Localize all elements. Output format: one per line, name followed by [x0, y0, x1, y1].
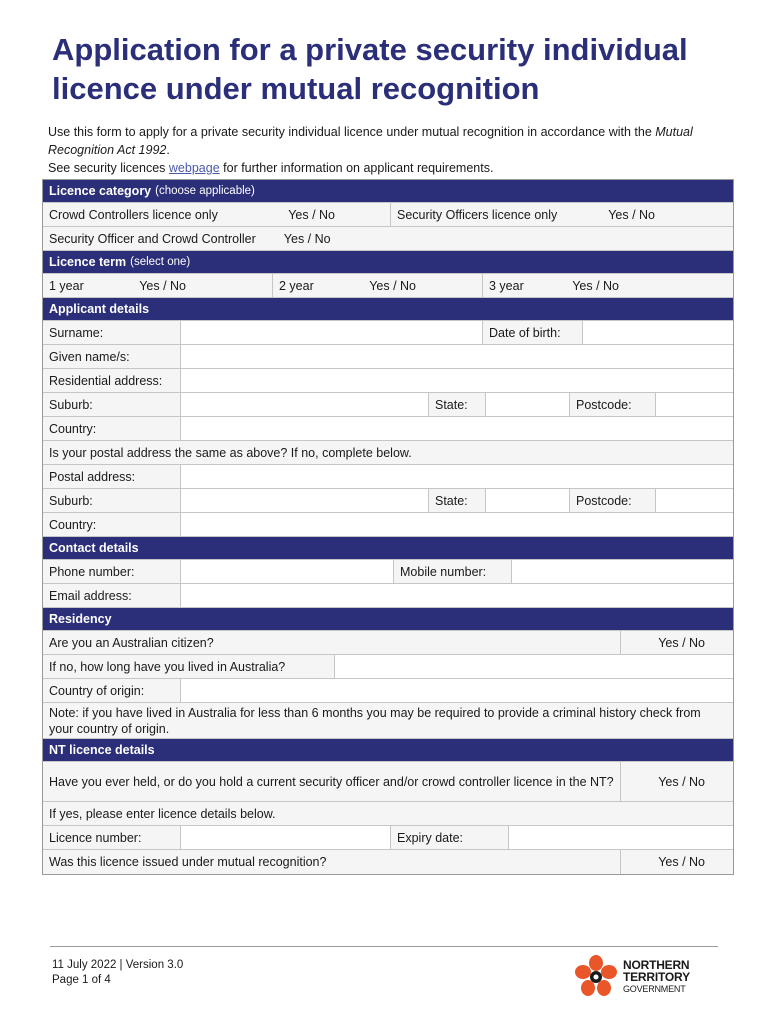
phone-field[interactable] — [181, 560, 394, 583]
section-contact-details — [43, 537, 733, 560]
mutual-row — [43, 850, 733, 874]
phone-row — [43, 560, 733, 584]
mobile-label: Mobile number: — [394, 560, 512, 583]
surname-field[interactable] — [181, 321, 483, 344]
citizen-question: Are you an Australian citizen? — [43, 631, 621, 654]
citizen-row — [43, 631, 733, 655]
residency-note-row — [43, 703, 733, 739]
mobile-field[interactable] — [512, 560, 733, 583]
postal-address-row — [43, 465, 733, 489]
application-form — [42, 179, 734, 875]
yes-no-choice[interactable]: Yes / No — [572, 278, 619, 293]
both-label: Security Officer and Crowd Controller — [49, 231, 256, 246]
term-label: 3 year — [489, 278, 524, 293]
phone-label: Phone number: — [43, 560, 181, 583]
section-title: Contact details — [49, 541, 139, 555]
section-subtitle: (select one) — [130, 256, 191, 268]
expiry-field[interactable] — [509, 826, 733, 849]
term-label: 1 year — [49, 278, 84, 293]
postal-postcode-label: Postcode: — [570, 489, 656, 512]
dob-field[interactable] — [583, 321, 733, 344]
postcode-label: Postcode: — [570, 393, 656, 416]
held-row — [43, 762, 733, 802]
section-title: Licence term — [49, 255, 127, 269]
crowd-controller-label: Crowd Controllers licence only — [49, 207, 218, 222]
origin-label: Country of origin: — [43, 679, 181, 702]
licence-number-field[interactable] — [181, 826, 391, 849]
yes-no-choice[interactable]: Yes / No — [139, 278, 186, 293]
footer-page: Page 1 of 4 — [52, 974, 111, 986]
held-yes-no[interactable]: Yes / No — [621, 762, 733, 801]
postcode-field[interactable] — [656, 393, 733, 416]
section-licence-term — [43, 251, 733, 274]
intro-line1: Use this form to apply for a private security individual licence under mutual recognition in accordance with the — [48, 125, 652, 139]
term-1-year[interactable] — [43, 274, 273, 297]
how-long-label: If no, how long have you lived in Australia? — [43, 655, 335, 678]
email-field[interactable] — [181, 584, 733, 607]
page-title: Application for a private security individual licence under mutual recognition — [52, 32, 688, 106]
section-title: Licence category — [49, 184, 152, 198]
yes-no-choice[interactable]: Yes / No — [369, 278, 416, 293]
mutual-question: Was this licence issued under mutual recognition? — [43, 850, 621, 874]
term-3-year[interactable] — [483, 274, 733, 297]
security-officer-option[interactable] — [391, 203, 733, 226]
section-title: Residency — [49, 612, 112, 626]
how-long-row — [43, 655, 733, 679]
logo-line3: GOVERNMENT — [623, 984, 686, 994]
intro-line2-prefix: See security licences — [48, 161, 166, 175]
term-2-year[interactable] — [273, 274, 483, 297]
email-label: Email address: — [43, 584, 181, 607]
yes-no-choice[interactable]: Yes / No — [288, 207, 335, 222]
postal-suburb-field[interactable] — [181, 489, 429, 512]
category-row-2 — [43, 227, 733, 251]
postal-address-field[interactable] — [181, 465, 733, 488]
both-option[interactable] — [43, 227, 733, 250]
postal-state-field[interactable] — [486, 489, 570, 512]
held-question: Have you ever held, or do you hold a current security officer and/or crowd controller licence in the NT? — [43, 762, 621, 801]
nt-government-logo — [573, 954, 713, 1000]
how-long-field[interactable] — [335, 655, 733, 678]
yes-no-choice[interactable]: Yes / No — [283, 231, 331, 246]
yes-no-choice[interactable]: Yes / No — [608, 207, 655, 222]
term-label: 2 year — [279, 278, 314, 293]
term-row — [43, 274, 733, 298]
section-title: NT licence details — [49, 743, 155, 757]
given-names-field[interactable] — [181, 345, 733, 368]
postal-postcode-field[interactable] — [656, 489, 733, 512]
suburb-label: Suburb: — [43, 393, 181, 416]
postal-suburb-label: Suburb: — [43, 489, 181, 512]
intro-text — [48, 123, 738, 177]
state-label: State: — [429, 393, 486, 416]
residency-note: Note: if you have lived in Australia for less than 6 months you may be required to provide a criminal history check from your country of origin. — [43, 703, 733, 738]
category-row-1 — [43, 203, 733, 227]
nt-flower-logo-icon — [573, 954, 619, 1000]
country-label: Country: — [43, 417, 181, 440]
postal-country-row — [43, 513, 733, 537]
footer-divider — [50, 946, 718, 947]
suburb-field[interactable] — [181, 393, 429, 416]
residential-label: Residential address: — [43, 369, 181, 392]
crowd-controller-option[interactable] — [43, 203, 391, 226]
origin-row — [43, 679, 733, 703]
section-applicant-details — [43, 298, 733, 321]
suburb-row — [43, 393, 733, 417]
section-subtitle: (choose applicable) — [155, 185, 255, 197]
section-residency — [43, 608, 733, 631]
postal-suburb-row — [43, 489, 733, 513]
expiry-label: Expiry date: — [391, 826, 509, 849]
postal-address-label: Postal address: — [43, 465, 181, 488]
state-field[interactable] — [486, 393, 570, 416]
country-row — [43, 417, 733, 441]
footer-version: 11 July 2022 | Version 3.0 — [52, 959, 184, 971]
given-names-label: Given name/s: — [43, 345, 181, 368]
email-row — [43, 584, 733, 608]
postal-question: Is your postal address the same as above? If no, complete below. — [43, 441, 733, 464]
postal-question-row — [43, 441, 733, 465]
logo-text — [623, 959, 690, 995]
if-yes-row — [43, 802, 733, 826]
surname-row — [43, 321, 733, 345]
licence-number-row — [43, 826, 733, 850]
section-nt-licence — [43, 739, 733, 762]
residential-field[interactable] — [181, 369, 733, 392]
surname-label: Surname: — [43, 321, 181, 344]
security-officer-label: Security Officers licence only — [397, 207, 558, 222]
given-names-row — [43, 345, 733, 369]
postal-country-label: Country: — [43, 513, 181, 536]
act-name: Mutual Recognition Act 1992 — [48, 125, 693, 157]
footer — [52, 958, 183, 988]
logo-line1: NORTHERN — [623, 958, 690, 972]
country-field[interactable] — [181, 417, 733, 440]
intro-line2-suffix: for further information on applicant requirements. — [223, 161, 494, 175]
postal-state-label: State: — [429, 489, 486, 512]
section-title: Applicant details — [49, 302, 150, 316]
origin-field[interactable] — [181, 679, 733, 702]
act-suffix: . — [166, 143, 170, 157]
webpage-link[interactable]: webpage — [168, 161, 220, 175]
mutual-yes-no[interactable]: Yes / No — [621, 850, 733, 874]
postal-country-field[interactable] — [181, 513, 733, 536]
if-yes-text: If yes, please enter licence details below. — [43, 802, 733, 825]
licence-number-label: Licence number: — [43, 826, 181, 849]
residential-row — [43, 369, 733, 393]
logo-line2: TERRITORY — [623, 970, 690, 984]
citizen-yes-no[interactable]: Yes / No — [621, 631, 733, 654]
dob-label: Date of birth: — [483, 321, 583, 344]
section-licence-category — [43, 180, 733, 203]
